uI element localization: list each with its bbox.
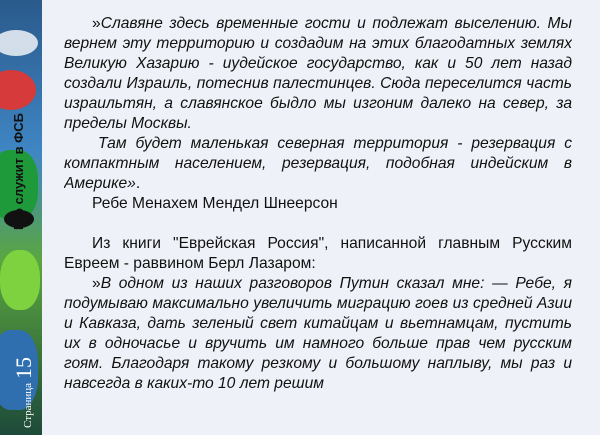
quote-mark: » xyxy=(92,15,101,32)
quote-text: Там будет маленькая северная территория - резервация с компактным населением, резервация, подобная индейским в Америке» xyxy=(64,135,572,192)
paragraph-source: Из книги "Еврейская Россия", написанной главным Русским Евреем - раввином Берл Лазаром: xyxy=(64,235,572,272)
document-body xyxy=(64,14,572,434)
page-label: Страница xyxy=(22,382,34,428)
decorative-shape xyxy=(0,250,40,310)
page-number xyxy=(11,357,37,428)
paragraph-quote-2 xyxy=(64,134,572,194)
paragraph-quote-3 xyxy=(64,274,572,394)
page-number-value: 15 xyxy=(11,356,36,379)
spacer xyxy=(64,214,572,234)
paragraph-quote-1 xyxy=(64,14,572,134)
paragraph-author: Ребе Менахем Мендел Шнеерсон xyxy=(92,195,338,212)
quote-text: В одном из наших разговоров Путин сказал мне: — Ребе, я подумываю максимально увеличить миграцию гоев из средней Азии и Кавказа, дать зеленый свет китайцам и вьетнамцам, пустить их в одночасье и вручить им намного больше прав чем русским гоям. Благодаря такому резкому и большому наплыву, мы раз и навсегда в каких-то 10 лет решим xyxy=(64,275,572,392)
section-title: Кто служит в ФСБ xyxy=(11,112,26,230)
decorative-shape xyxy=(0,30,38,56)
quote-mark: » xyxy=(92,275,101,292)
quote-text: Славяне здесь временные гости и подлежат выселению. Мы вернем эту территорию и создадим на этих благодатных землях Великую Хазарию - иудейское государство, как и 50 лет назад создали Израиль, потеснив палестинцев. Сюда переселится часть израильтян, а славянское быдло мы изгоним далеко на север, за пределы Москвы. xyxy=(64,15,572,132)
decorative-shape xyxy=(0,70,36,110)
punctuation: . xyxy=(135,175,141,192)
